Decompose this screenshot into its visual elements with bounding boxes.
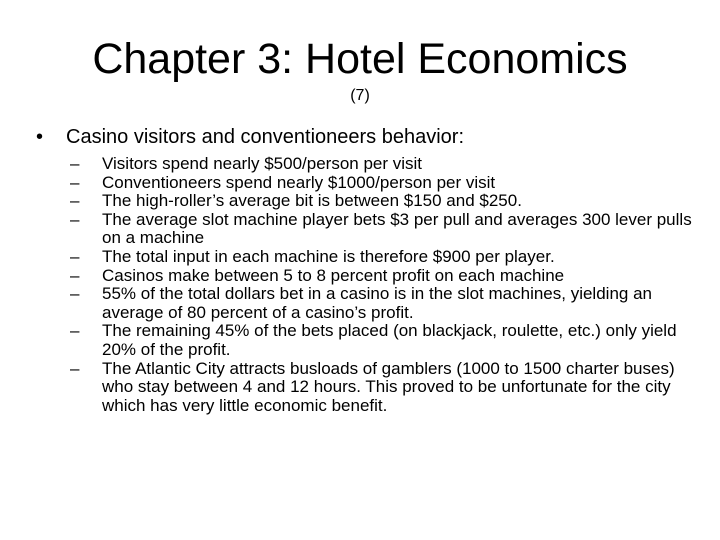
list-item-text: The total input in each machine is therefore $900 per player. (102, 246, 555, 266)
list-item-text: Conventioneers spend nearly $1000/person per visit (102, 172, 496, 192)
list-item-text: The remaining 45% of the bets placed (on blackjack, roulette, etc.) only yield 20% of the profit. (102, 321, 677, 359)
dash-marker: – (70, 191, 80, 211)
list-item (70, 211, 696, 248)
dash-marker: – (70, 265, 80, 285)
dash-marker: – (70, 154, 80, 173)
list-item-text: Visitors spend nearly $500/person per visit (102, 154, 423, 173)
main-bullet-text: Casino visitors and conventioneers behavior: (66, 126, 464, 148)
list-item (70, 267, 696, 286)
list-item (70, 285, 696, 322)
main-bullet (36, 124, 696, 150)
dash-marker: – (70, 321, 80, 341)
list-item-text: The high-roller’s average bit is between $150 and $250. (102, 191, 522, 211)
list-item (70, 155, 696, 174)
list-item (70, 322, 696, 359)
sub-bullet-list (70, 155, 696, 415)
list-item-text: Casinos make between 5 to 8 percent profit on each machine (102, 265, 565, 285)
list-item-text: The Atlantic City attracts busloads of gamblers (1000 to 1500 charter buses) who stay between 4 and 12 hours. This proved to be unfortunate for the city which has very little economic benefit. (102, 358, 675, 415)
list-item (70, 360, 696, 416)
dash-marker: – (70, 284, 80, 304)
slide-title: Chapter 3: Hotel Economics (92, 35, 628, 83)
list-item (70, 174, 696, 193)
list-item-text: The average slot machine player bets $3 per pull and averages 300 lever pulls on a machine (102, 209, 692, 248)
dash-marker: – (70, 358, 80, 378)
list-item (70, 248, 696, 267)
dash-marker: – (70, 209, 80, 229)
list-item (70, 192, 696, 211)
dash-marker: – (70, 246, 80, 266)
bullet-marker: • (36, 126, 44, 148)
slide-subtitle: (7) (350, 87, 370, 104)
dash-marker: – (70, 172, 80, 192)
list-item-text: 55% of the total dollars bet in a casino is in the slot machines, yielding an average of 80 percent of a casino’s profit. (102, 284, 652, 322)
